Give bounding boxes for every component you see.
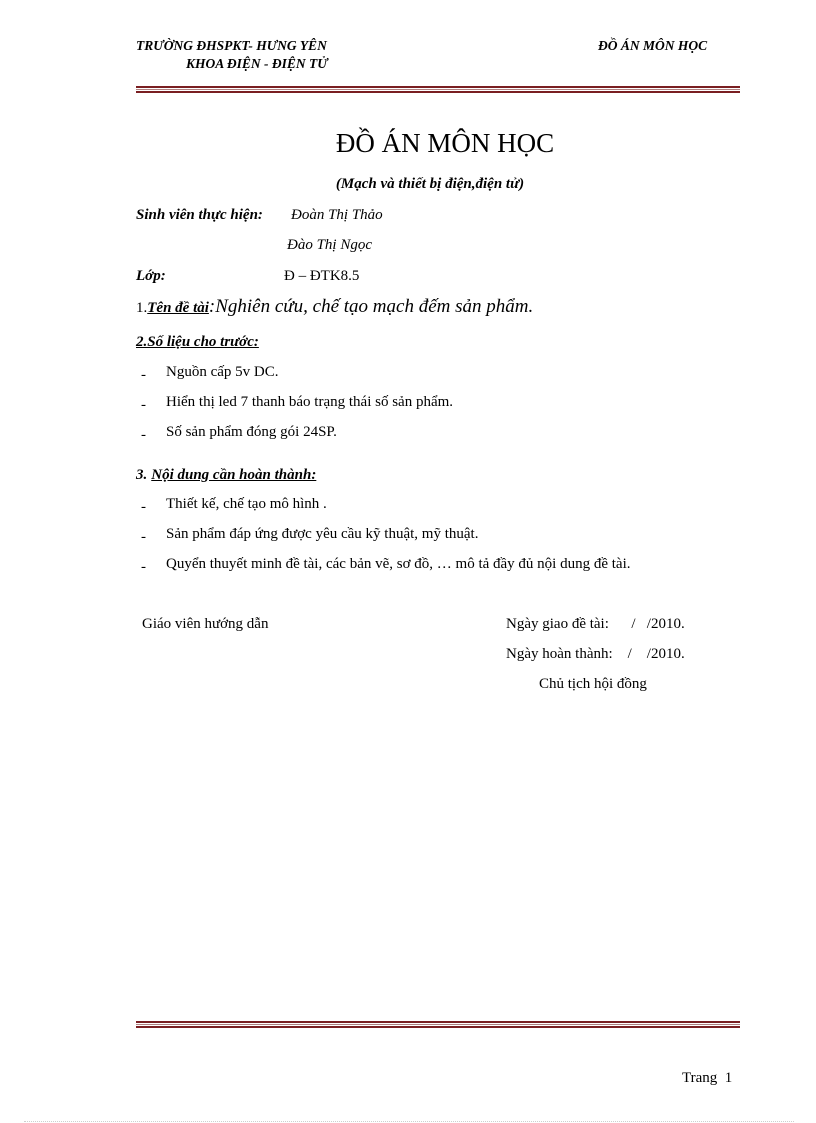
finish-date: Ngày hoàn thành: / /2010. xyxy=(506,646,685,662)
page-title: ĐỒ ÁN MÔN HỌC xyxy=(335,128,555,158)
given-data-heading: 2.Số liệu cho trước: xyxy=(136,334,259,350)
list-item: Sản phẩm đáp ứng được yêu cầu kỹ thuật, mỹ thuật. xyxy=(166,526,479,542)
page-subtitle: (Mạch và thiết bị điện,điện tử) xyxy=(335,176,525,192)
header-rule xyxy=(136,86,740,93)
student-name-2: Đào Thị Ngọc xyxy=(287,237,373,253)
page-edge-divider xyxy=(24,1121,794,1122)
list-item: Hiển thị led 7 thanh báo trạng thái số sản phẩm. xyxy=(166,394,454,410)
footer-rule xyxy=(136,1021,740,1028)
instructor-label: Giáo viên hướng dẫn xyxy=(142,616,269,632)
student-name-1: Đoàn Thị Thảo xyxy=(291,207,383,223)
bullet-marker: - xyxy=(141,397,146,413)
list-item: Thiết kế, chế tạo mô hình . xyxy=(166,496,327,512)
list-item: Quyển thuyết minh đề tài, các bản vẽ, sơ đồ, … mô tả đầy đủ nội dung đề tài. xyxy=(166,556,631,572)
list-item: Số sản phẩm đóng gói 24SP. xyxy=(166,424,337,440)
class-label: Lớp: xyxy=(136,268,166,284)
bullet-marker: - xyxy=(141,499,146,515)
page-number: Trang 1 xyxy=(682,1070,733,1086)
topic-label: Tên đề tài xyxy=(147,300,209,316)
content-heading: Nội dung cần hoàn thành: xyxy=(151,467,317,483)
bullet-marker: - xyxy=(141,367,146,383)
topic-number: 1. xyxy=(136,300,148,316)
school-name: TRƯỜNG ĐHSPKT- HƯNG YÊN xyxy=(136,38,327,53)
bullet-marker: - xyxy=(141,559,146,575)
topic-value: Nghiên cứu, chế tạo mạch đếm sản phẩm. xyxy=(215,296,534,317)
topic-colon: : xyxy=(208,296,216,317)
chairman-label: Chủ tịch hội đồng xyxy=(539,676,647,692)
class-value: Đ – ĐTK8.5 xyxy=(284,268,360,284)
header-doc-type: ĐỒ ÁN MÔN HỌC xyxy=(598,38,708,53)
faculty-name: KHOA ĐIỆN - ĐIỆN TỬ xyxy=(186,56,328,71)
students-label: Sinh viên thực hiện: xyxy=(136,207,263,223)
list-item: Nguồn cấp 5v DC. xyxy=(166,364,279,380)
assign-date: Ngày giao đề tài: / /2010. xyxy=(506,616,685,632)
content-number: 3. xyxy=(136,467,148,483)
content-heading-line xyxy=(136,466,316,484)
topic-line xyxy=(136,296,533,318)
bullet-marker: - xyxy=(141,529,146,545)
bullet-marker: - xyxy=(141,427,146,443)
